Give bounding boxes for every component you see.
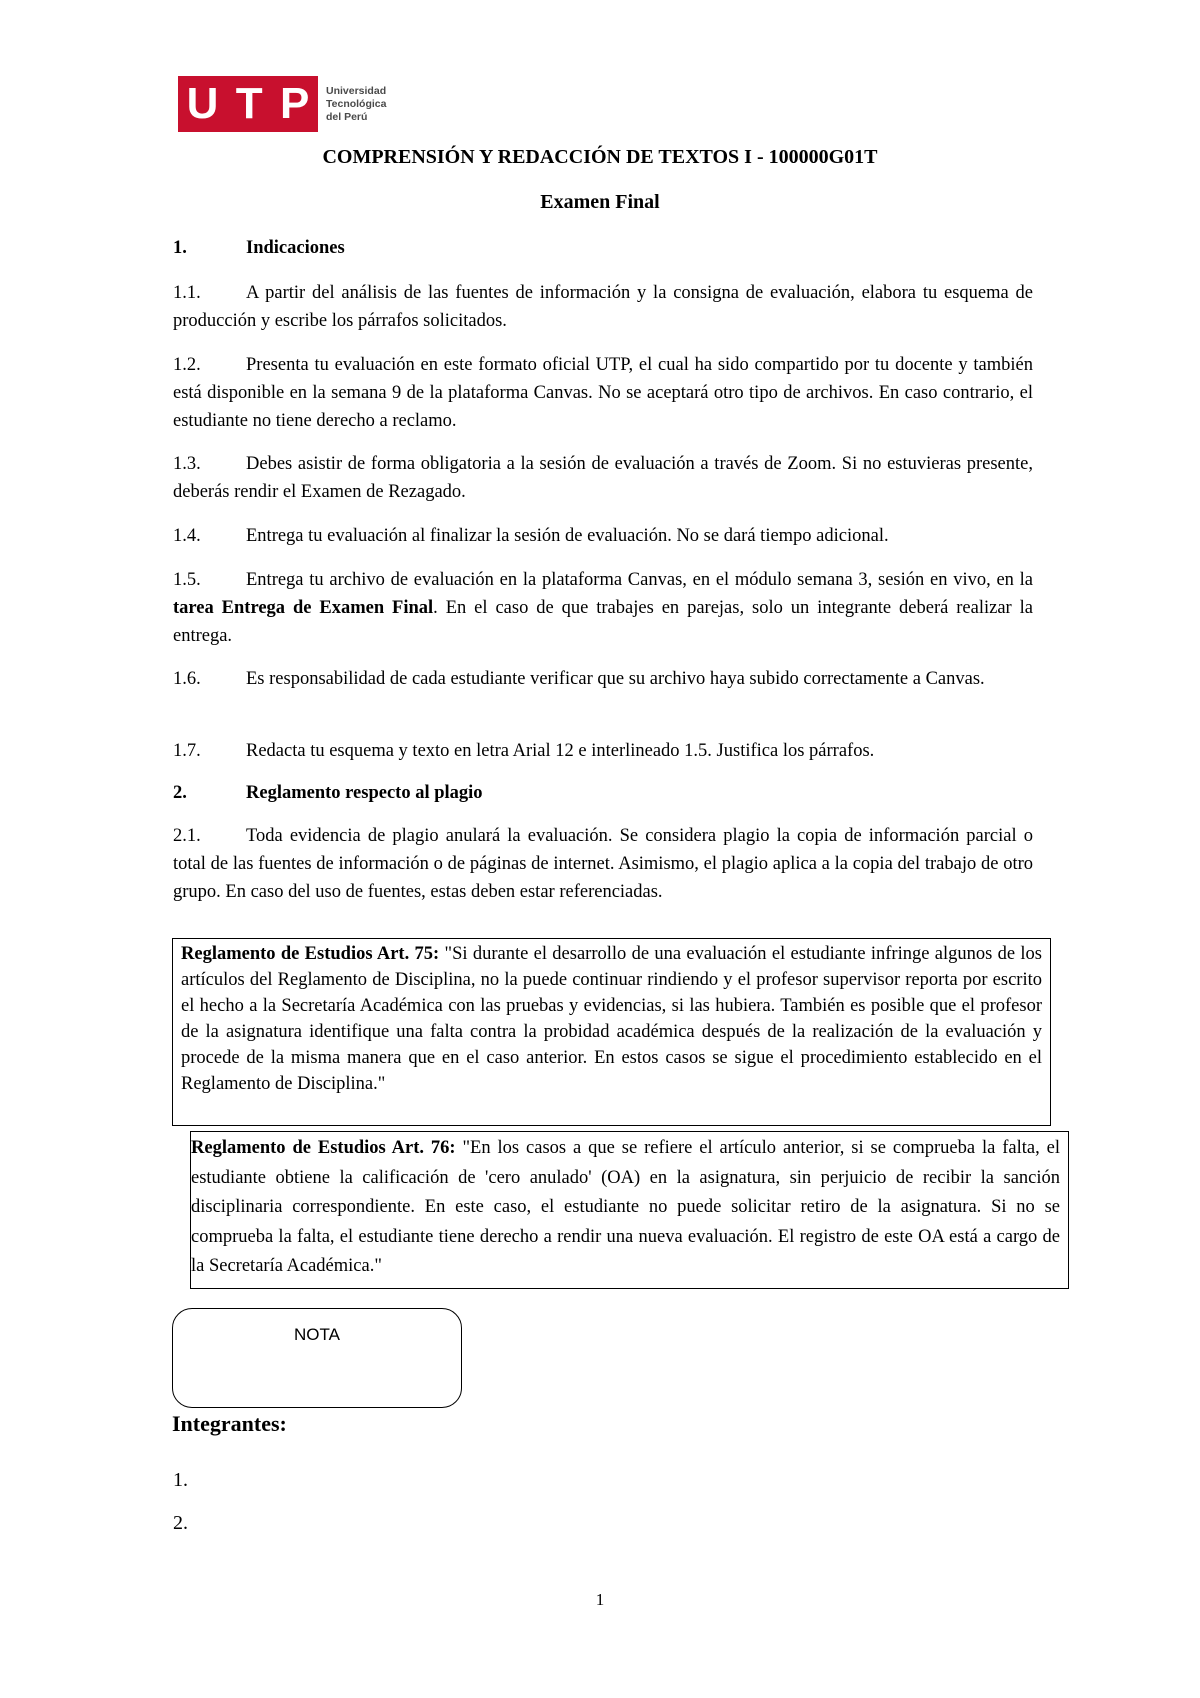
list-item	[173, 566, 1033, 650]
member-item: 2.	[173, 1512, 188, 1534]
logo-letter-u: U	[186, 79, 219, 128]
section-title: Reglamento respecto al plagio	[246, 783, 483, 803]
item-number: 1.3.	[173, 454, 201, 474]
item-text: Entrega tu evaluación al finalizar la sesión de evaluación. No se dará tiempo adicional.	[246, 526, 889, 546]
item-number: 1.7.	[173, 741, 201, 761]
list-item	[173, 351, 1033, 435]
logo-wordmark	[326, 85, 386, 124]
regulation-label: Reglamento de Estudios Art. 76:	[191, 1138, 456, 1158]
regulation-text: "En los casos a que se refiere el artículo anterior, si se comprueba la falta, el estudiante obtiene la calificación de 'cero anulado' (OA) en la asignatura, sin perjuicio de recibir la sanción disciplinaria correspondiente. En este caso, el estudiante no puede solicitar retiro de la asignatura. Si no se comprueba la falta, el estudiante tiene derecho a rendir una nueva evaluación. El registro de este OA está a cargo de la Secretaría Académica."	[191, 1138, 1060, 1276]
list-item	[173, 279, 1033, 335]
item-number: 1.1.	[173, 283, 201, 303]
utp-logo	[178, 76, 386, 132]
regulation-text: "Si durante el desarrollo de una evaluación el estudiante infringe algunos de los artículos del Reglamento de Disciplina, no la puede continuar rindiendo y el profesor supervisor reporta por escrito el hecho a la Secretaría Académica con las pruebas y evidencias, si las hubiera. También es posible que el profesor de la asignatura identifique una falta contra la probidad académica después de la realización de la evaluación y procede de la misma manera que en el caso anterior. En estos casos se sigue el procedimiento establecido en el Reglamento de Disciplina."	[181, 944, 1043, 1094]
item-text: A partir del análisis de las fuentes de información y la consigna de evaluación, elabora tu esquema de producción y escribe los párrafos solicitados.	[173, 283, 1033, 331]
list-item	[173, 822, 1033, 906]
members-heading: Integrantes:	[172, 1411, 287, 1436]
note-label: NOTA	[294, 1325, 340, 1344]
item-number: 1.4.	[173, 526, 201, 546]
exam-title: Examen Final	[540, 191, 660, 213]
item-text: Debes asistir de forma obligatoria a la sesión de evaluación a través de Zoom. Si no estuvieras presente, deberás rendir el Examen de Rezagado.	[173, 454, 1033, 502]
item-text-bold: tarea Entrega de Examen Final	[173, 598, 434, 618]
item-number: 1.2.	[173, 355, 201, 375]
item-text: Redacta tu esquema y texto en letra Arial 12 e interlineado 1.5. Justifica los párrafos.	[246, 741, 875, 761]
logo-text-line: Universidad	[326, 84, 387, 97]
item-number: 1.5.	[173, 570, 201, 590]
item-text: Toda evidencia de plagio anulará la evaluación. Se considera plagio la copia de información parcial o total de las fuentes de información o de páginas de internet. Asimismo, el plagio aplica a la copia del trabajo de otro grupo. En caso del uso de fuentes, estas deben estar referenciadas.	[173, 826, 1033, 902]
section-number: 1.	[173, 238, 187, 258]
course-title: COMPRENSIÓN Y REDACCIÓN DE TEXTOS I - 100000G01T	[322, 146, 878, 168]
item-text: . En el caso de que trabajes en parejas, solo un integrante deberá realizar la entrega.	[173, 598, 1033, 646]
item-text: Es responsabilidad de cada estudiante verificar que su archivo haya subido correctamente a Canvas.	[246, 669, 985, 689]
item-text: Entrega tu archivo de evaluación en la plataforma Canvas, en el módulo semana 3, sesión en vivo, en la	[246, 570, 1033, 590]
logo-text-line: Tecnológica	[326, 97, 387, 110]
section-heading	[173, 783, 483, 804]
item-number: 2.1.	[173, 826, 201, 846]
grade-note-box	[172, 1308, 462, 1408]
list-item	[173, 522, 1033, 550]
logo-text-line: del Perú	[326, 110, 368, 123]
section-heading	[173, 238, 345, 259]
list-item	[173, 737, 1033, 765]
item-number: 1.6.	[173, 669, 201, 689]
regulation-art75-box	[172, 938, 1051, 1126]
utp-logo-mark	[178, 76, 318, 132]
logo-letter-p: P	[279, 79, 310, 128]
list-item	[173, 450, 1033, 506]
member-item: 1.	[173, 1469, 188, 1491]
page-number: 1	[595, 1590, 605, 1609]
regulation-label: Reglamento de Estudios Art. 75:	[181, 944, 440, 964]
logo-letter-t: T	[235, 79, 263, 128]
section-number: 2.	[173, 783, 187, 803]
section-title: Indicaciones	[246, 238, 345, 258]
item-text: Presenta tu evaluación en este formato oficial UTP, el cual ha sido compartido por tu docente y también está disponible en la semana 9 de la plataforma Canvas. No se aceptará otro tipo de archivos. En caso contrario, el estudiante no tiene derecho a reclamo.	[173, 355, 1033, 431]
list-item	[173, 665, 1033, 693]
regulation-art76-box	[190, 1131, 1069, 1289]
